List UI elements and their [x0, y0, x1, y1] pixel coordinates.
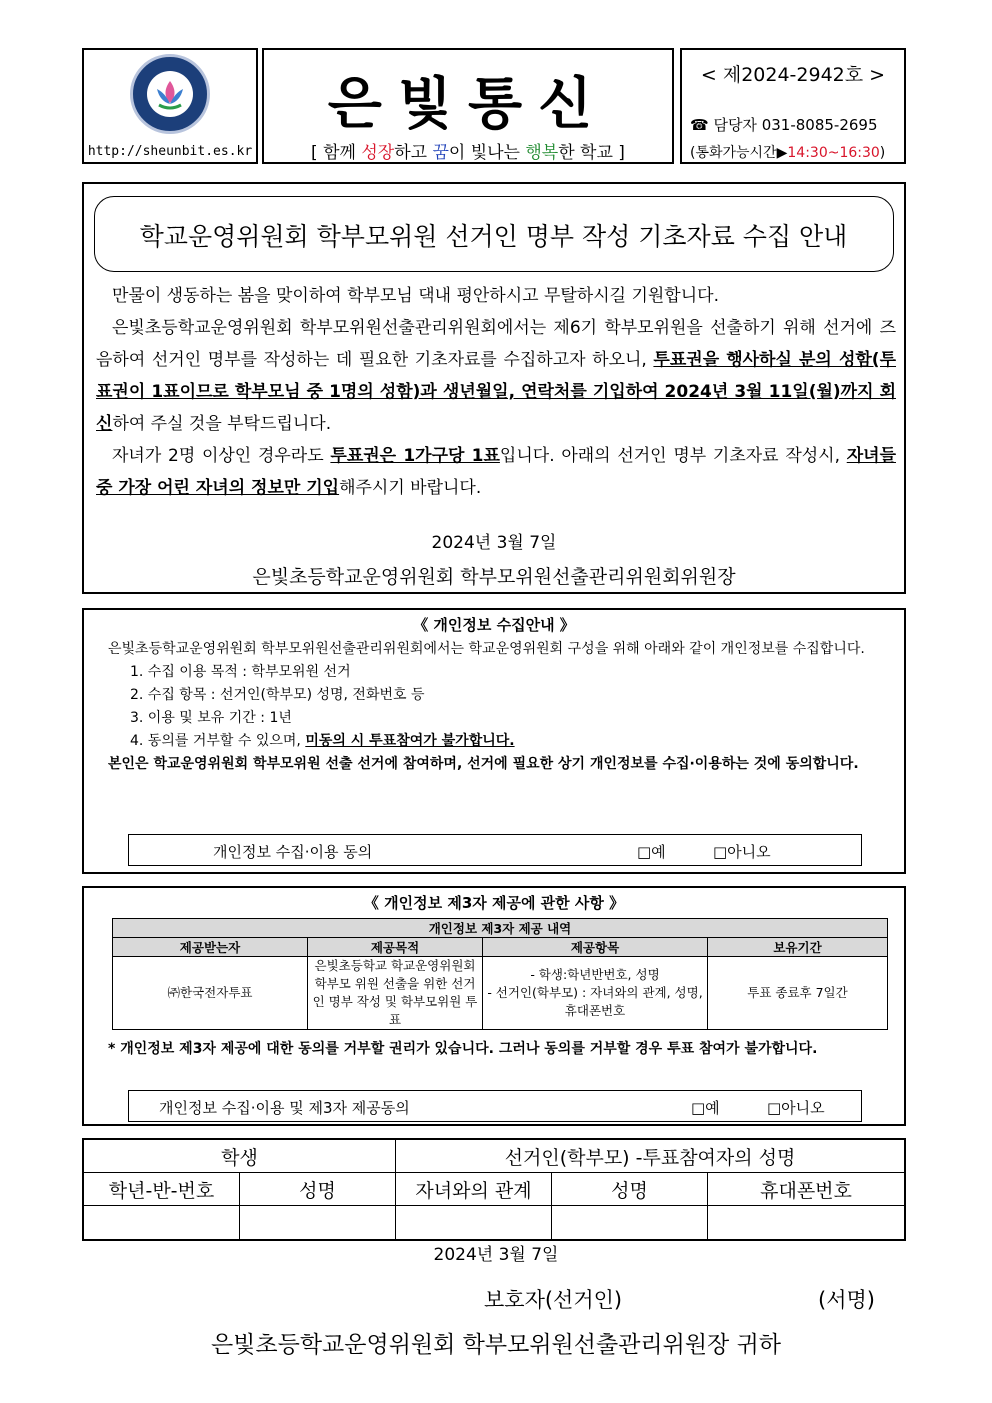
column-header: 성명 — [240, 1173, 396, 1206]
third-party-section — [82, 886, 906, 1126]
student-group-header: 학생 — [83, 1139, 396, 1173]
third-party-title: 《 개인정보 제3자 제공에 관한 사항 》 — [363, 894, 625, 912]
privacy-item: 1. 수집 이용 목적 : 학부모위원 선거 — [130, 664, 351, 680]
voter-name-input[interactable] — [552, 1206, 708, 1240]
student-name-input[interactable] — [240, 1206, 396, 1240]
school-emblem-icon — [130, 54, 210, 134]
notice-body — [96, 280, 896, 504]
column-header: 자녀와의 관계 — [396, 1173, 552, 1206]
privacy-item: 2. 수집 항목 : 선거인(학부모) 성명, 전화번호 등 — [130, 687, 425, 703]
notice-para-2: 은빛초등학교운영위원회 학부모위원선출관리위원회에서는 제6기 학부모위원을 선출하기 위해 선거에 즈음하여 선거인 명부를 작성하는 데 필요한 기초자료를 수집하고자 하오니, 투표권을 행사하실 분의 성함(투표권이 1표이므로 학부모님 중 1명의 성함)과 생년월일, 연락처를 기입하여 2024년 3월 11일(월)까지 회신하여 주실 것을 부탁드립니다. — [96, 318, 897, 434]
issue-info-box — [680, 48, 906, 164]
contact-phone: ☎ 담당자 031-8085-2695 — [690, 116, 878, 134]
third-party-consent-yes-checkbox[interactable]: □예 — [691, 1099, 720, 1117]
newsletter-title-box — [262, 48, 674, 164]
school-url[interactable]: http://sheunbit.es.kr — [87, 144, 253, 159]
notice-signer: 은빛초등학교운영위원회 학부모위원선출관리위원회위원장 — [252, 566, 736, 588]
privacy-title: 《 개인정보 수집안내 》 — [413, 616, 575, 634]
third-party-consent-label: 개인정보 수집·이용 및 제3자 제공동의 — [159, 1099, 410, 1117]
column-header: 제공받는자 — [113, 938, 308, 957]
third-party-table-title: 개인정보 제3자 제공 내역 — [113, 919, 888, 938]
notice-title: 학교운영위원회 학부모위원 선거인 명부 작성 기초자료 수집 안내 — [139, 222, 848, 251]
call-hours: (통화가능시간▶14:30~16:30) — [690, 145, 886, 161]
voter-group-header: 선거인(학부모) -투표참여자의 성명 — [396, 1139, 906, 1173]
third-party-table — [112, 918, 888, 1030]
privacy-consent-label: 개인정보 수집·이용 동의 — [213, 843, 373, 861]
third-party-consent-box — [128, 1090, 862, 1122]
notice-para-3: 자녀가 2명 이상인 경우라도 투표권은 1가구당 1표입니다. 아래의 선거인 명부 기초자료 작성시, 자녀들 중 가장 어린 자녀의 정보만 기입해주시기 바랍니다. — [96, 446, 896, 498]
privacy-consent-no-checkbox[interactable]: □아니오 — [713, 843, 771, 861]
privacy-item: 3. 이용 및 보유 기간 : 1년 — [130, 710, 292, 726]
lotus-icon — [147, 71, 193, 117]
issue-number: < 제2024-2942호 > — [700, 64, 886, 86]
purpose-cell: 은빛초등학교 학교운영위원회 학부모 위원 선출을 위한 선거인 명부 작성 및 학부모위원 투표 — [308, 957, 483, 1030]
recipient-cell: ㈜한국전자투표 — [113, 957, 308, 1030]
privacy-consent-box — [128, 834, 862, 866]
column-header: 보유기간 — [708, 938, 888, 957]
addressee: 은빛초등학교운영위원회 학부모위원선출관리위원장 귀하 — [210, 1332, 782, 1358]
school-slogan: [ 함께 성장하고 꿈이 빛나는 행복한 학교 ] — [311, 143, 625, 163]
guardian-label: 보호자(선거인) — [484, 1288, 623, 1312]
privacy-intro: 은빛초등학교운영위원회 학부모위원선출관리위원회에서는 학교운영위원회 구성을 위해 아래와 같이 개인정보를 수집합니다. — [108, 641, 865, 657]
period-cell: 투표 종료후 7일간 — [708, 957, 888, 1030]
masthead: 은빛통신 — [327, 71, 609, 137]
privacy-body — [108, 638, 888, 776]
grade-class-number-input[interactable] — [83, 1206, 240, 1240]
mobile-number-input[interactable] — [708, 1206, 906, 1240]
notice-title-box — [94, 196, 894, 272]
notice-para-1: 만물이 생동하는 봄을 맞이하여 학부모님 댁내 평안하시고 무탈하시길 기원합니다. — [112, 286, 719, 306]
notice-section — [82, 182, 906, 594]
third-party-consent-no-checkbox[interactable]: □아니오 — [767, 1099, 825, 1117]
column-header: 제공항목 — [483, 938, 708, 957]
column-header: 휴대폰번호 — [708, 1173, 906, 1206]
privacy-consent-yes-checkbox[interactable]: □예 — [637, 843, 666, 861]
items-cell: - 학생:학년반번호, 성명 - 선거인(학부모) : 자녀와의 관계, 성명, 휴대폰번호 — [483, 957, 708, 1030]
column-header: 성명 — [552, 1173, 708, 1206]
column-header: 제공목적 — [308, 938, 483, 957]
privacy-statement: 본인은 학교운영위원회 학부모위원 선출 선거에 참여하며, 선거에 필요한 상기 개인정보를 수집·이용하는 것에 동의합니다. — [108, 756, 859, 772]
notice-date: 2024년 3월 7일 — [431, 533, 557, 553]
form-date: 2024년 3월 7일 — [433, 1245, 559, 1265]
signature-field[interactable]: (서명) — [818, 1288, 875, 1312]
school-logo-box — [82, 48, 258, 164]
privacy-item: 4. 동의를 거부할 수 있으며, 미동의 시 투표참여가 불가합니다. — [130, 733, 515, 749]
third-party-note: * 개인정보 제3자 제공에 대한 동의를 거부할 권리가 있습니다. 그러나 동의를 거부할 경우 투표 참여가 불가합니다. — [108, 1041, 818, 1057]
voter-info-form — [82, 1138, 906, 1241]
relationship-input[interactable] — [396, 1206, 552, 1240]
privacy-section — [82, 608, 906, 874]
column-header: 학년-반-번호 — [83, 1173, 240, 1206]
